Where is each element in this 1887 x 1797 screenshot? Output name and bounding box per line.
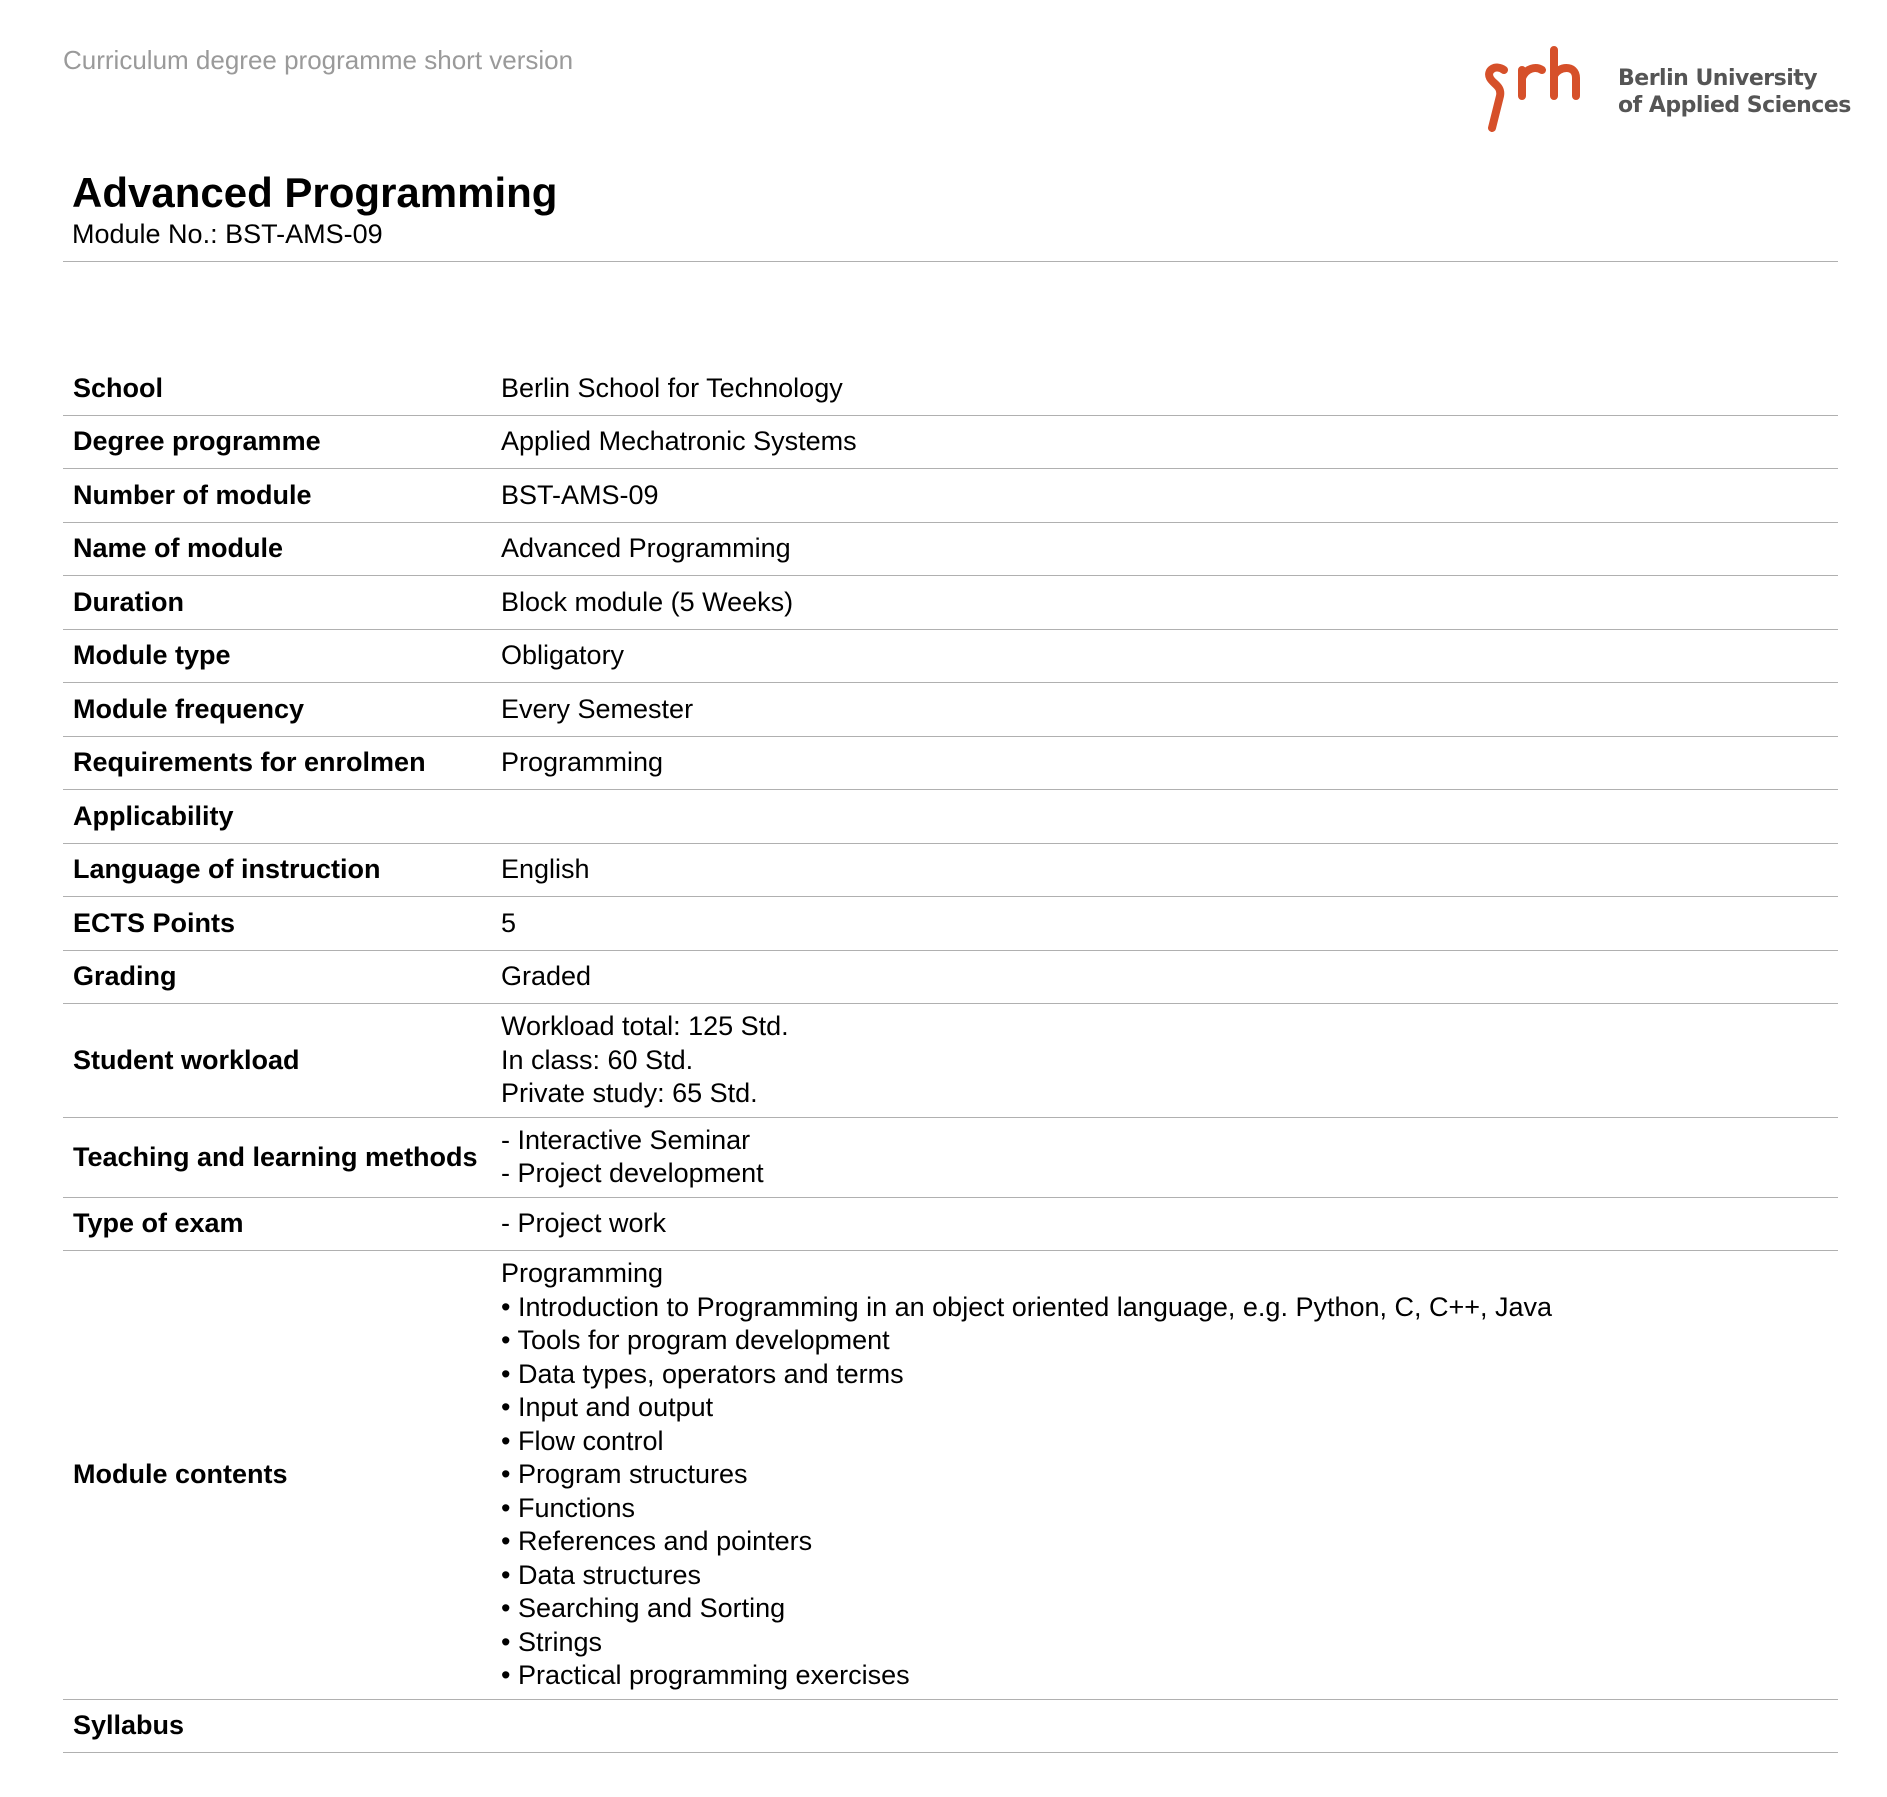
value-line: Programming xyxy=(501,1258,664,1288)
table-row xyxy=(63,844,1838,898)
row-value xyxy=(501,960,1838,994)
table-row xyxy=(63,897,1838,951)
value-line: Berlin School for Technology xyxy=(501,372,843,403)
module-number: Module No.: BST-AMS-09 xyxy=(72,219,383,249)
value-line: In class: 60 Std. xyxy=(501,1044,694,1075)
value-line: Advanced Programming xyxy=(501,533,791,563)
table-row xyxy=(63,362,1838,416)
value-line: English xyxy=(501,854,590,884)
value-line: • Data types, operators and terms xyxy=(501,1358,904,1389)
table-row xyxy=(63,1700,1838,1754)
row-value xyxy=(501,1124,1838,1191)
value-line: • Input and output xyxy=(501,1392,714,1422)
value-line: • Searching and Sorting xyxy=(501,1593,786,1623)
row-label: Applicability xyxy=(73,800,234,831)
value-line: • Introduction to Programming in an object oriented language, e.g. Python, C, C++, Java xyxy=(501,1291,1553,1322)
row-value xyxy=(501,853,1838,887)
page-title: Advanced Programming xyxy=(72,169,558,216)
title-block xyxy=(72,168,557,250)
table-row xyxy=(63,790,1838,844)
row-value xyxy=(501,907,1838,941)
value-line: - Project development xyxy=(501,1158,764,1188)
table-row xyxy=(63,576,1838,630)
table-row xyxy=(63,1251,1838,1700)
srh-logo-icon xyxy=(1478,46,1588,132)
row-value xyxy=(501,532,1838,566)
table-row xyxy=(63,683,1838,737)
table-row xyxy=(63,1198,1838,1252)
table-row xyxy=(63,737,1838,791)
row-value xyxy=(501,746,1838,780)
row-label: Duration xyxy=(73,586,184,617)
row-label: Syllabus xyxy=(73,1710,185,1741)
value-line: • Practical programming exercises xyxy=(501,1660,910,1690)
value-line: • Data structures xyxy=(501,1559,702,1590)
table-row xyxy=(63,951,1838,1005)
value-line: • Flow control xyxy=(501,1425,664,1456)
row-value xyxy=(501,372,1838,406)
value-line: Workload total: 125 Std. xyxy=(501,1011,789,1041)
value-line: Private study: 65 Std. xyxy=(501,1078,758,1108)
table-row xyxy=(63,469,1838,523)
row-value xyxy=(501,479,1838,513)
value-line: Programming xyxy=(501,747,664,777)
logo-wordmark xyxy=(1618,65,1851,119)
value-line: - Interactive Seminar xyxy=(501,1124,751,1155)
value-line: • References and pointers xyxy=(501,1526,813,1556)
row-value xyxy=(501,693,1838,727)
table-row xyxy=(63,1004,1838,1118)
row-label: Student workload xyxy=(73,1044,300,1075)
value-line: • Functions xyxy=(501,1492,636,1523)
row-label: School xyxy=(73,372,164,403)
value-line: • Tools for program development xyxy=(501,1325,890,1355)
title-divider xyxy=(63,261,1838,262)
value-line: BST-AMS-09 xyxy=(501,479,659,510)
value-line: Applied Mechatronic Systems xyxy=(501,426,857,456)
row-value xyxy=(501,425,1838,459)
table-row xyxy=(63,1118,1838,1198)
value-line: • Strings xyxy=(501,1626,602,1657)
row-value xyxy=(501,1207,1838,1241)
logo-line-2: of Applied Sciences xyxy=(1618,93,1851,118)
module-details-table xyxy=(63,362,1838,1753)
value-line: • Program structures xyxy=(501,1459,748,1489)
row-label: Degree programme xyxy=(73,426,321,457)
row-label: Module frequency xyxy=(73,693,305,724)
university-logo xyxy=(1478,46,1851,132)
table-row xyxy=(63,523,1838,577)
row-value xyxy=(501,1257,1838,1693)
row-label: Module contents xyxy=(73,1459,288,1490)
table-row xyxy=(63,630,1838,684)
row-label: Requirements for enrolmen xyxy=(73,747,426,778)
row-label: Module type xyxy=(73,640,231,671)
row-value xyxy=(501,639,1838,673)
logo-line-1: Berlin University xyxy=(1618,66,1818,91)
row-label: Teaching and learning methods xyxy=(73,1141,478,1172)
value-line: 5 xyxy=(501,907,517,938)
row-label: Name of module xyxy=(73,533,284,564)
row-value xyxy=(501,586,1838,620)
value-line: Block module (5 Weeks) xyxy=(501,586,794,617)
value-line: Obligatory xyxy=(501,640,625,670)
row-label: Language of instruction xyxy=(73,854,381,885)
value-line: Graded xyxy=(501,961,592,991)
row-label: Number of module xyxy=(73,479,312,510)
value-line: Every Semester xyxy=(501,693,694,724)
row-value xyxy=(501,1010,1838,1111)
table-row xyxy=(63,416,1838,470)
row-label: Type of exam xyxy=(73,1208,244,1239)
row-label: ECTS Points xyxy=(73,907,236,938)
value-line: - Project work xyxy=(501,1208,667,1238)
document-type-caption: Curriculum degree programme short version xyxy=(63,45,574,75)
row-label: Grading xyxy=(73,961,177,992)
